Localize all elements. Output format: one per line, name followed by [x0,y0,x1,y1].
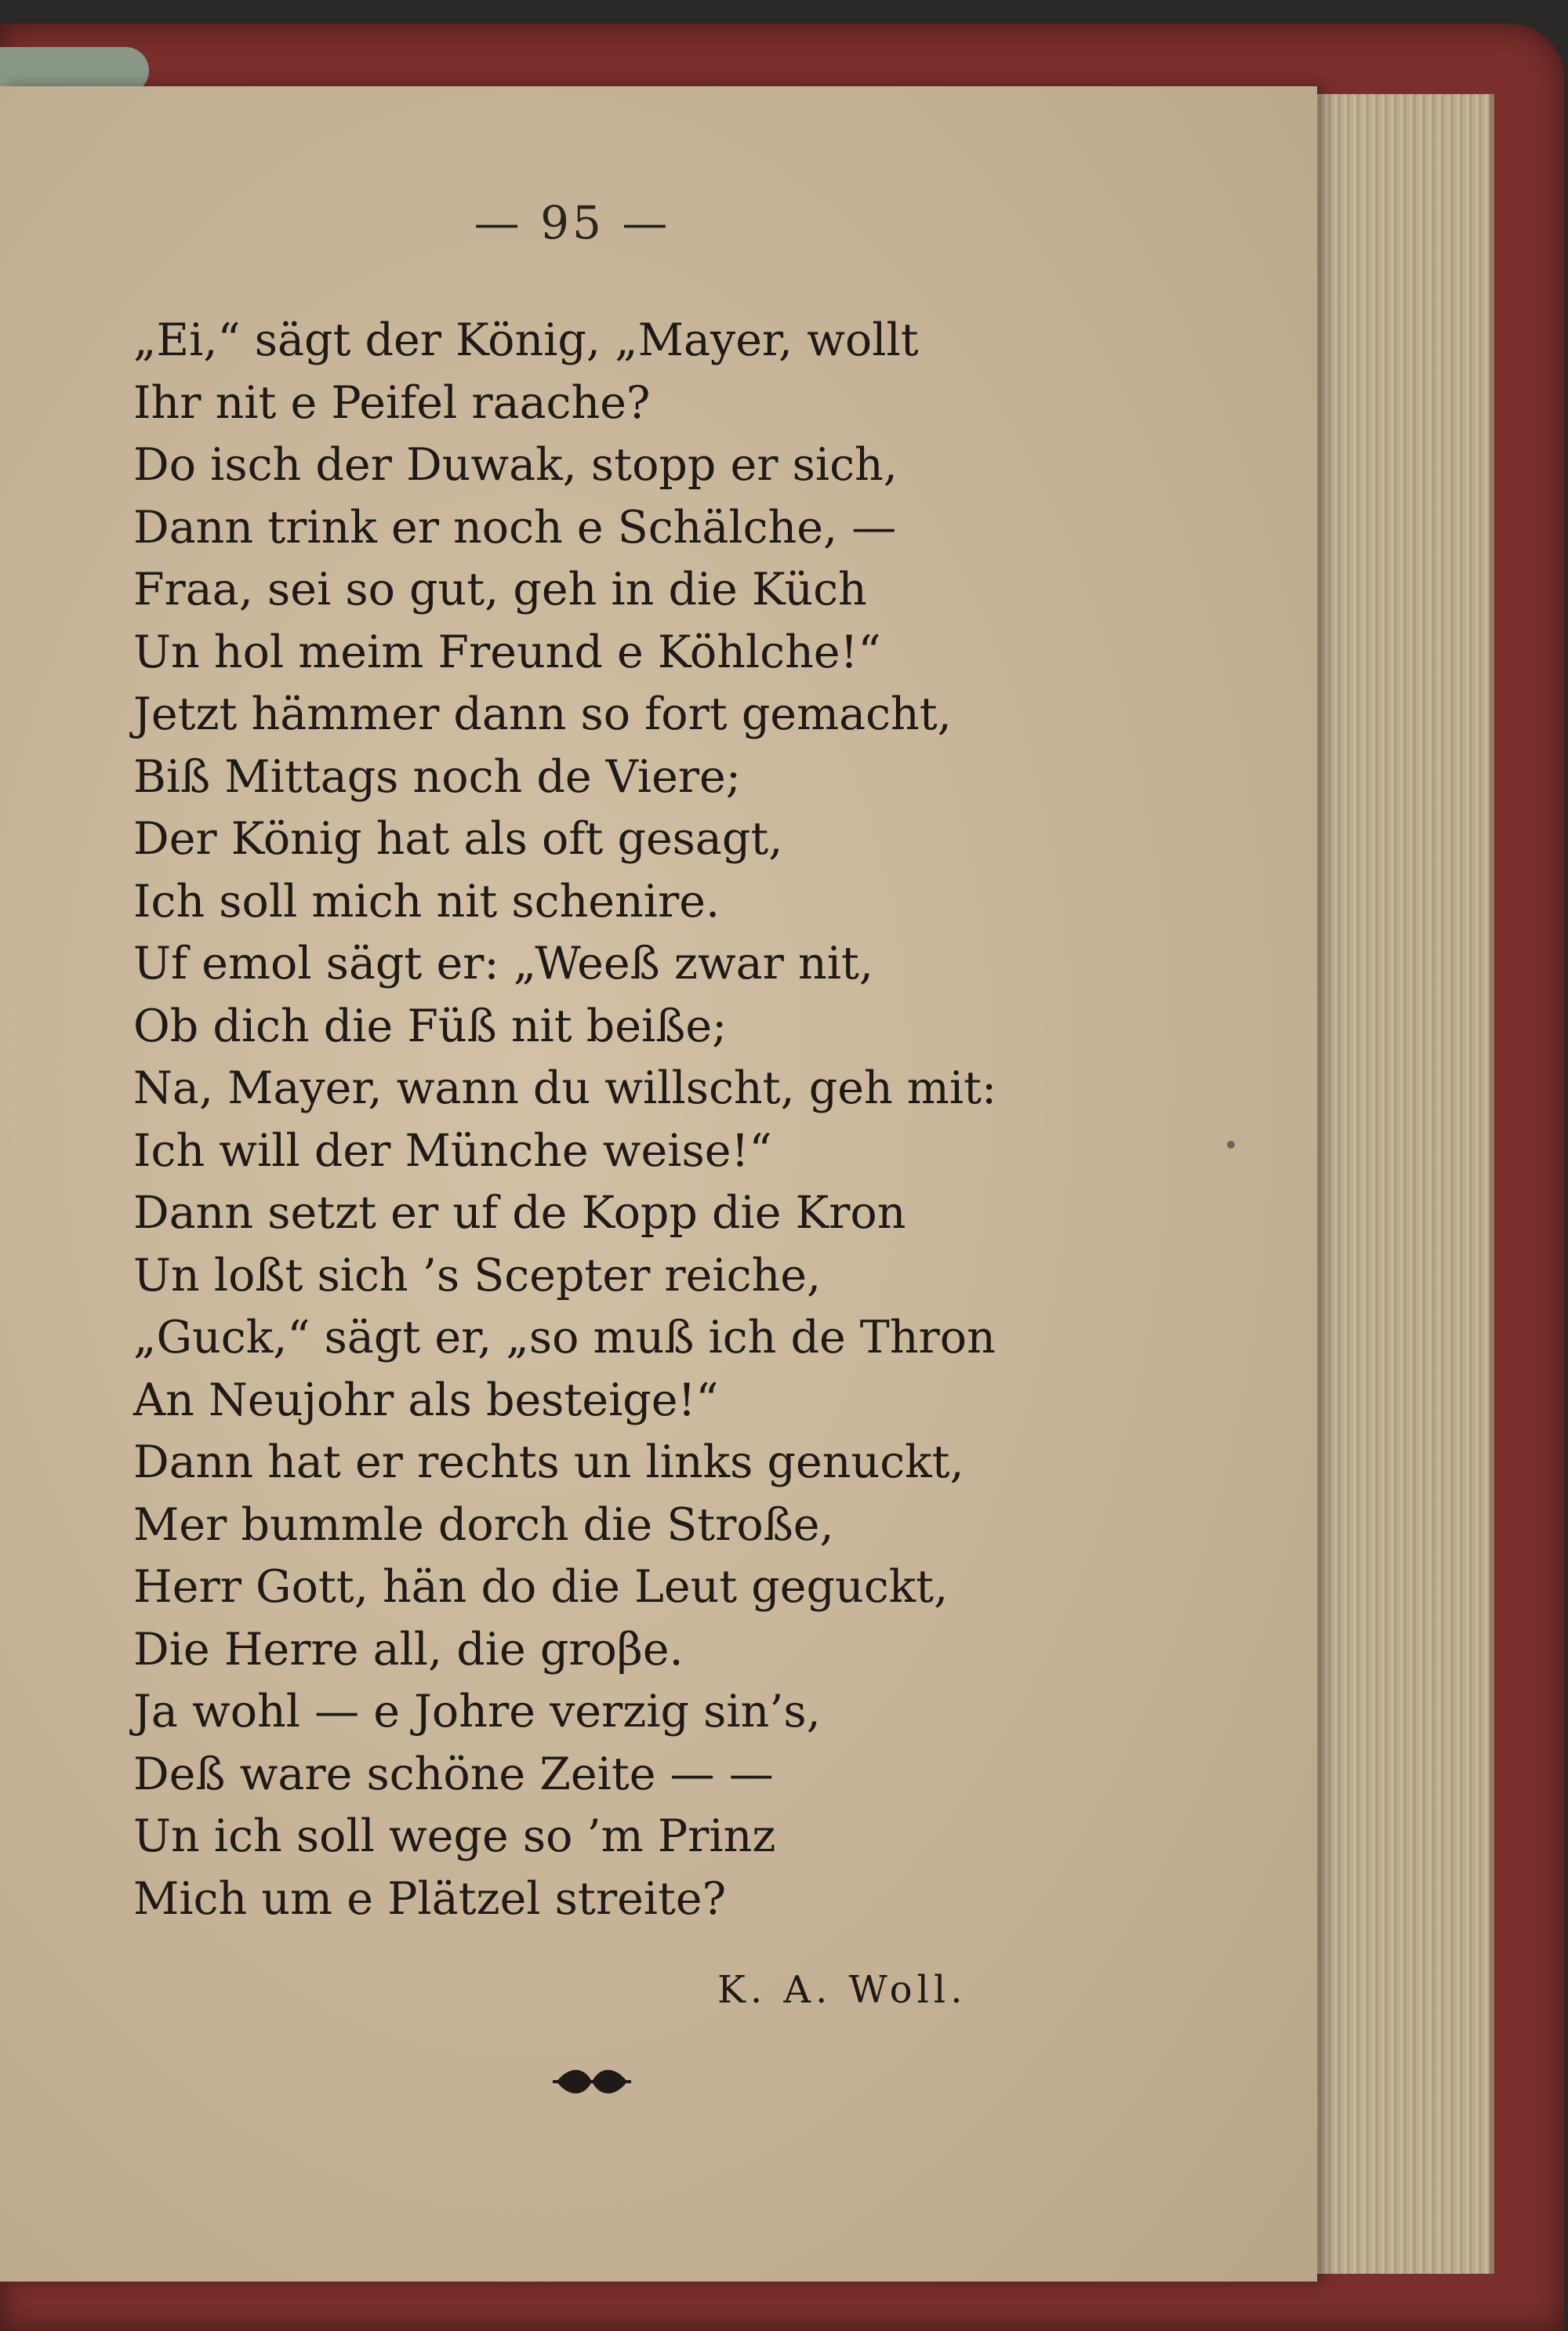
poem-line: Na, Mayer, wann du willscht, geh mit: [133,1062,997,1114]
poem-line: Dann setzt er uf de Kopp die Kron [133,1187,906,1239]
poem-line: Ja wohl — e Johre verzig sin’s, [133,1686,821,1737]
poem-line: Mer bummle dorch die Stroße, [133,1498,834,1551]
author-signature: K. A. Woll. [717,1968,967,2012]
fleuron-ornament-icon [549,2058,635,2105]
poem-line: Un hol meim Freund e Köhlche!“ [133,626,881,678]
poem-line: Dann hat er rechts un links genuckt, [133,1436,964,1488]
poem-line: Fraa, sei so gut, geh in die Küch [133,564,867,615]
poem-line: „Ei,“ sägt der König, „Mayer, wollt [133,314,919,366]
poem-line: Die Herre all, die groβe. [133,1623,684,1676]
poem-line: Uf emol sägt er: „Weeß zwar nit, [133,938,873,989]
poem-line: Ihr nit e Peifel raache? [133,376,651,429]
page-number: — 95 — [474,196,671,249]
poem-line: Ob dich die Füß nit beiße; [133,1000,728,1052]
poem-line: Ich will der Münche weise!“ [133,1124,772,1177]
poem-line: Deß ware schöne Zeite — — [133,1748,774,1800]
poem-line: Un loßt sich ’s Scepter reiche, [133,1249,822,1302]
book-page [0,86,1317,2282]
poem-line: Herr Gott, hän do die Leut geguckt, [133,1561,949,1613]
poem-line: Der König hat als oft gesagt, [133,813,783,865]
poem-text [133,310,996,1930]
poem-line: Ich soll mich nit schenire. [133,875,720,928]
poem-line: „Guck,“ sägt er, „so muß ich de Thron [133,1312,996,1363]
poem-line: Mich um e Plätzel streite? [133,1872,727,1925]
poem-line: An Neujohr als besteige!“ [133,1374,719,1426]
poem-line: Do isch der Duwak, stopp er sich, [133,439,898,491]
poem-line: Biß Mittags noch de Viere; [133,750,741,803]
poem-line: Jetzt hämmer dann so fort gemacht, [133,688,952,740]
poem-line: Un ich soll wege so ’m Prinz [133,1810,776,1862]
poem-line: Dann trink er noch e Schälche, — [133,501,897,554]
paper-speck [1227,1141,1235,1149]
